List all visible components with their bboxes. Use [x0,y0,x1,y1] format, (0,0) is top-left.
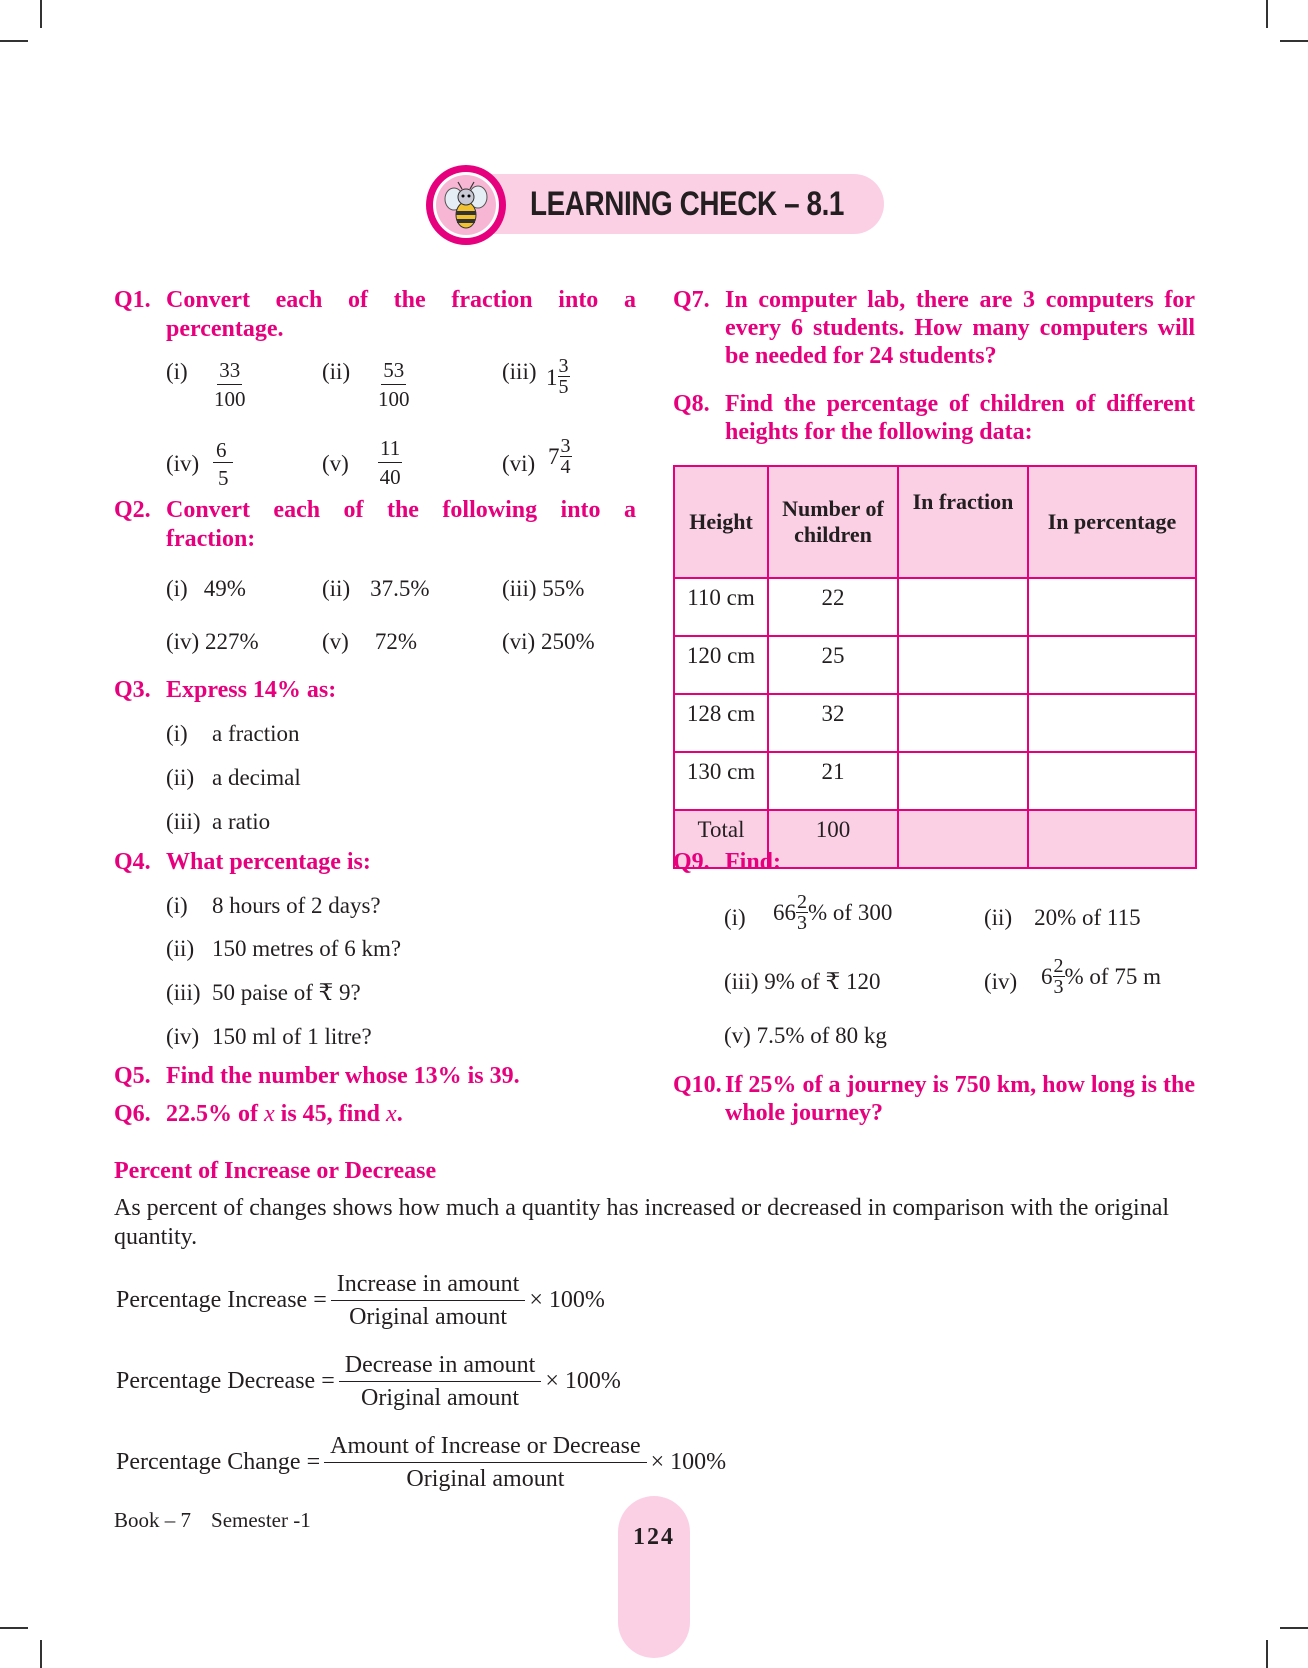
item-label: (iii) [166,809,201,834]
whole-part: 6 [1041,963,1053,989]
numerator: 2 [1053,955,1064,977]
q1-mixed-fraction [546,355,570,398]
item-value: 227% [204,629,259,654]
whole-part: 1 [546,364,558,390]
table-cell [1028,752,1196,810]
table-cell: 120 cm [674,636,768,694]
formula-numerator: Amount of Increase or Decrease [324,1430,647,1463]
question-number: Q2. [114,497,151,523]
section-heading: Percent of Increase or Decrease [114,1158,437,1184]
semester-label: Semester -1 [211,1508,311,1532]
denominator: 3 [1053,976,1064,998]
item-label: (iii) [502,359,537,384]
table-cell: Total [674,810,768,868]
q2-item [502,575,584,603]
height-data-table [673,465,1197,869]
book-label: Book – 7 [114,1508,192,1532]
formula-rhs: × 100% [529,1287,605,1313]
denominator: 100 [378,387,410,411]
table-cell [898,694,1028,752]
table-row [674,636,1196,694]
q2-item [502,628,595,656]
formula-decrease [116,1349,621,1414]
text-part: . [396,1101,403,1127]
item-label: (ii) [166,765,195,790]
table-row [674,694,1196,752]
formula-denominator: Original amount [406,1466,565,1492]
formula-increase [116,1268,605,1333]
q4-item [166,979,361,1007]
item-label: (v) [322,451,349,476]
item-value: 8 hours of 2 days? [212,893,381,918]
item-label: (i) [166,721,188,746]
page-number-tab [618,1496,690,1658]
column-header: Number of children [768,466,898,578]
denominator: 5 [558,376,569,398]
item-label: (ii) [166,936,195,961]
question-number: Q7. [673,287,710,313]
crop-mark [1280,40,1308,42]
numerator: 3 [558,355,569,377]
item-label: (vi) [502,629,536,654]
whole-part: 66 [773,899,796,925]
item-value: 150 metres of 6 km? [212,936,402,961]
item-value: 72% [374,629,417,654]
table-header-row [674,466,1196,578]
question-number: Q4. [114,849,151,875]
item-label: (v) [322,629,349,654]
item-value: 7.5% of 80 kg [756,1023,887,1048]
denominator: 4 [560,456,571,478]
q3-item [166,808,270,836]
formula-numerator: Increase in amount [331,1268,526,1301]
question-text: In computer lab, there are 3 computers for every 6 students. How many computers will be needed for 24 students? [725,287,1195,369]
text-part: 22.5% of [166,1101,264,1127]
q1-item [502,358,537,386]
q1-item [322,358,350,386]
table-cell: 110 cm [674,578,768,636]
numerator: 53 [381,356,406,385]
whole-part: 7 [548,443,560,469]
item-value: a decimal [212,765,301,790]
table-cell: 22 [768,578,898,636]
question-text-cont: fraction: [166,526,256,552]
q3-item [166,764,301,792]
item-value: 9% of ₹ 120 [764,969,881,994]
question-number: Q10. [673,1072,722,1098]
item-label: (iv) [166,629,200,654]
item-label: (vi) [502,451,536,476]
table-cell [1028,578,1196,636]
item-value: 20% of 115 [1034,905,1141,930]
item-label: (iii) [166,980,201,1005]
item-label: (v) [724,1023,751,1048]
item-label: (iv) [166,451,200,476]
column-header: In percentage [1028,466,1196,578]
q1-fraction [378,356,410,413]
q1-item [166,358,188,386]
q9-item [724,968,880,996]
item-label: (iii) [724,969,759,994]
q9-item [724,904,746,932]
numerator: 33 [217,356,242,385]
table-cell: 21 [768,752,898,810]
table-cell: 32 [768,694,898,752]
q9-mixed-value [773,892,892,933]
formula-rhs: × 100% [650,1449,727,1475]
q4-item [166,1023,372,1051]
numerator: 2 [797,891,807,913]
question-number: Q1. [114,287,151,313]
item-value: 55% [542,576,585,601]
item-label: (i) [166,893,188,918]
footer-book [114,1508,311,1533]
item-label: (iii) [502,576,537,601]
q2-item [166,628,259,656]
item-label: (i) [166,576,188,601]
q1-fraction [214,434,229,464]
numerator: 11 [378,434,402,463]
question-number: Q8. [673,391,710,417]
item-label: (iv) [984,969,1018,994]
denominator: 40 [379,465,401,489]
q9-mixed-value [1041,956,1161,997]
item-label: (ii) [322,359,351,384]
question-text: Express 14% as: [166,677,337,703]
rest-text: % of 75 m [1064,963,1161,989]
crop-mark [1266,1640,1268,1668]
table-cell [1028,694,1196,752]
formula-change [116,1430,726,1495]
question-number: Q9. [673,849,710,875]
table-cell [1028,636,1196,694]
q4-item [166,892,381,920]
item-value: 49% [203,576,246,601]
question-number: Q5. [114,1063,151,1089]
crop-mark [1280,1627,1308,1629]
item-label: (i) [724,905,746,930]
item-label: (iv) [166,1024,200,1049]
text-part: is 45, find [274,1101,387,1127]
q2-item [322,628,417,656]
item-value: 150 ml of 1 litre? [212,1024,372,1049]
question-text: If 25% of a journey is 750 km, how long is the whole journey? [725,1072,1195,1126]
column-header: Height [674,466,768,578]
formula-numerator: Decrease in amount [339,1349,542,1382]
item-value: a fraction [212,721,300,746]
numerator: 6 [216,437,227,462]
item-value: a ratio [212,809,271,834]
question-text: Find the number whose 13% is 39. [166,1063,520,1089]
q9-item [724,1022,887,1050]
variable: x [386,1101,397,1127]
table-cell [898,578,1028,636]
page-number: 124 [633,1524,675,1550]
table-row [674,578,1196,636]
question-text: Find: [725,849,782,875]
table-cell: 100 [768,810,898,868]
table-cell: 25 [768,636,898,694]
question-text: What percentage is: [166,849,371,875]
page-title: LEARNING CHECK – 8.1 [530,185,845,223]
item-label: (ii) [984,905,1013,930]
formula-lhs: Percentage Change = [116,1449,321,1475]
q1-item [166,450,199,478]
question-text: Find the percentage of children of different heights for the following data: [725,391,1195,445]
formula-denominator: Original amount [349,1304,508,1330]
q1-mixed-fraction [548,436,572,477]
formula-rhs: × 100% [545,1368,621,1394]
question-text: Convert each of the following into a [166,497,636,523]
rest-text: % of 300 [808,899,893,925]
numerator: 3 [560,435,571,457]
q9-item [984,904,1141,932]
q1-fraction [378,434,402,491]
item-value: 37.5% [370,576,430,601]
column-header: In fraction [898,466,1028,578]
q1-item [322,450,349,478]
question-number: Q6. [114,1101,151,1127]
q3-item [166,720,299,748]
question-text-cont: percentage. [166,316,284,342]
q4-item [166,935,401,963]
denominator: 100 [214,387,246,411]
item-value: 250% [540,629,595,654]
q2-item [166,575,246,603]
q1-fraction-den: 5 [218,466,229,490]
table-cell [898,752,1028,810]
denominator: 3 [797,912,807,934]
variable: x [264,1101,275,1127]
table-row [674,752,1196,810]
item-label: (ii) [322,576,351,601]
crop-mark [0,40,28,42]
formula-lhs: Percentage Increase = [116,1287,327,1313]
formula-lhs: Percentage Decrease = [116,1368,335,1394]
question-text [166,1100,636,1128]
crop-mark [40,1640,42,1668]
table-cell: 130 cm [674,752,768,810]
table-cell [898,636,1028,694]
q2-item [322,575,430,603]
question-text: Convert each of the fraction into a [166,287,636,313]
item-value: 50 paise of ₹ 9? [212,980,361,1005]
bee-mascot-icon [424,163,508,247]
item-label: (i) [166,359,188,384]
q9-item [984,968,1017,996]
question-number: Q3. [114,677,151,703]
crop-mark [0,1627,28,1629]
section-paragraph: As percent of changes shows how much a quantity has increased or decreased in comparison with the original quantity. [114,1195,1170,1250]
crop-mark [40,0,42,28]
table-cell: 128 cm [674,694,768,752]
crop-mark [1266,0,1268,28]
q1-fraction [214,356,246,413]
q1-item [502,450,535,478]
formula-denominator: Original amount [361,1385,520,1411]
